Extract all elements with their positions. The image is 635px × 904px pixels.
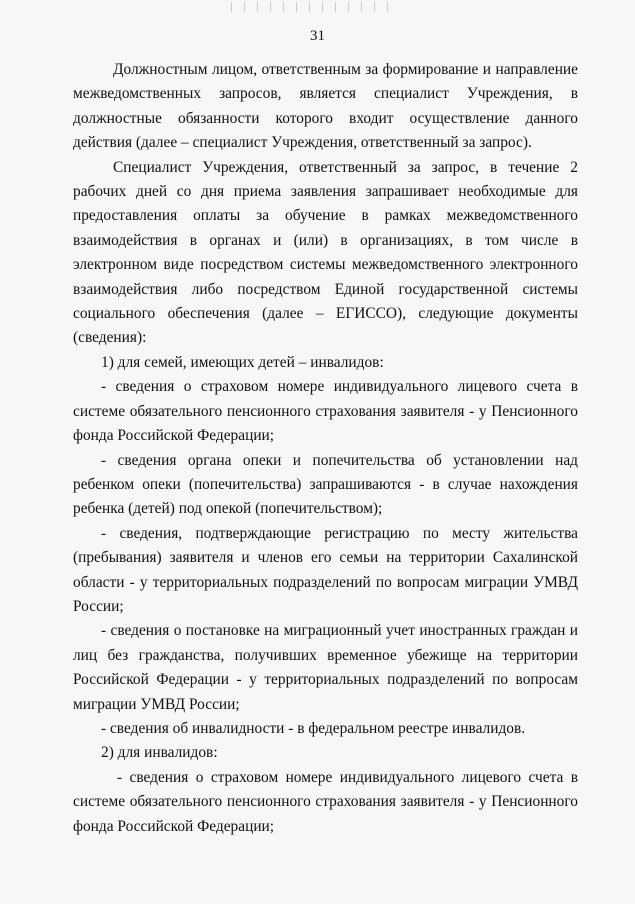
paragraph-snils-families: - сведения о страховом номере индивидуального лицевого счета в системе обязательного пенсионного страхования заявителя - у Пенсионного фонда Российской Федерации; bbox=[73, 378, 578, 445]
paragraph-specialist-request: Специалист Учреждения, ответственный за запрос, в течение 2 рабочих дней со дня приема заявления запрашивает необходимые для предоставления оплаты за обучение в рамках межведомственного взаимодействия в органах и (или) в организациях, в том числе в электронном виде посредством системы межведомственного электронного взаимодействия либо посредством Единой государственной системы социального обеспечения (далее – ЕГИССО), следующие документы (сведения): bbox=[73, 158, 578, 347]
paragraph-disability-registry: - сведения об инвалидности - в федеральном реестре инвалидов. bbox=[101, 719, 526, 737]
page-number: 31 bbox=[310, 28, 325, 44]
paragraph-migration: - сведения о постановке на миграционный учет иностранных граждан и лиц без гражданства, получивших временное убежище на территории Российской Федерации - у территориальных подразделений по вопросам миграции УМВД России; bbox=[73, 622, 578, 713]
paragraph-guardianship: - сведения органа опеки и попечительства об установлении над ребенком опеки (попечительства) запрашиваются - в случае нахождения ребенка (детей) под опекой (попечительством); bbox=[73, 451, 578, 518]
paragraph-responsible-official: Должностным лицом, ответственным за формирование и направление межведомственных запросов, является специалист Учреждения, в должностные обязанности которого входит осуществление данного действия (далее – специалист Учреждения, ответственный за запрос). bbox=[73, 61, 578, 152]
paragraph-disabled-heading: 2) для инвалидов: bbox=[101, 744, 218, 762]
paragraph-snils-disabled: - сведения о страховом номере индивидуального лицевого счета в системе обязательного пенсионного страхования заявителя - у Пенсионного фонда Российской Федерации; bbox=[73, 768, 578, 835]
document-body bbox=[73, 58, 578, 839]
paragraph-families-heading: 1) для семей, имеющих детей – инвалидов: bbox=[101, 353, 384, 371]
scan-noise bbox=[225, 2, 395, 12]
paragraph-registration: - сведения, подтверждающие регистрацию по месту жительства (пребывания) заявителя и членов его семьи на территории Сахалинской области - у территориальных подразделений по вопросам миграции УМВД России; bbox=[73, 524, 578, 615]
